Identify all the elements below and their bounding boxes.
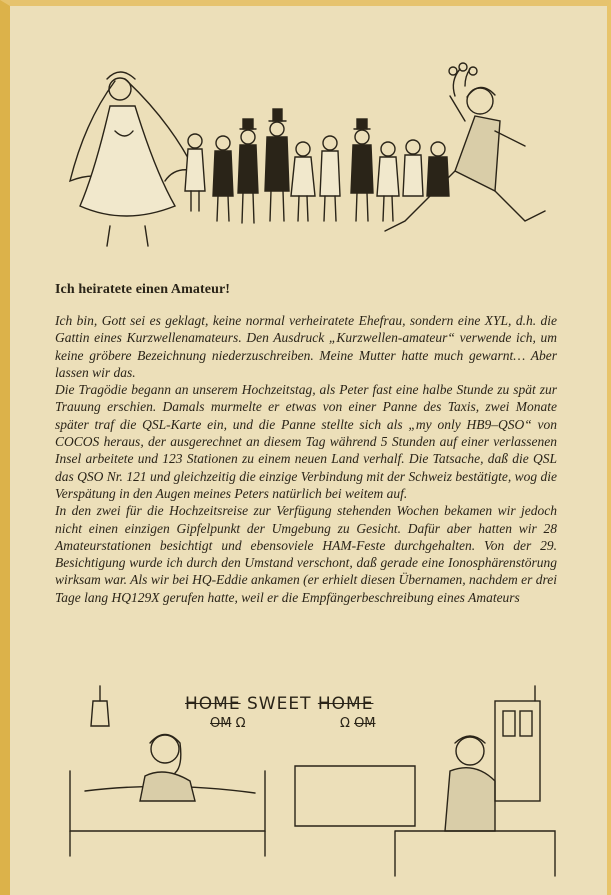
omega-symbol-2: Ω bbox=[340, 716, 350, 731]
omega-symbol-1: Ω bbox=[235, 716, 246, 731]
om-label-1 bbox=[210, 716, 246, 731]
home-word-1: HOME bbox=[185, 694, 241, 714]
wedding-cartoon-illustration bbox=[55, 61, 555, 261]
article-body bbox=[55, 312, 557, 606]
paragraph-3: In den zwei für die Hochzeitsreise zur Verfügung stehenden Wochen bekamen wir jedoch nicht einen einzigen Gipfelpunkt der Umgebung zu Gesicht. Dafür aber hatten wir 28 Amateurstationen besichtigt und ebensoviele HAM-Feste durchgehalten. Von der 29. Besichtigung wurde ich durch den Umstand verschont, daß gerade eine Ionosphärenstörung wirksam war. Als wir bei HQ-Eddie ankamen (er erhielt diesen Übernamen, nachdem er drei Tage lang HQ129X gerufen hatte, weil er die Empfängerbeschreibung eines Amateurs bbox=[55, 503, 557, 605]
article-heading: Ich heiratete einen Amateur! bbox=[55, 282, 231, 297]
om-word-1: OM bbox=[210, 716, 232, 731]
home-word-2: HOME bbox=[317, 694, 374, 714]
paragraph-2: Die Tragödie begann an unserem Hochzeitstag, als Peter fast eine halbe Stunde zu spät zur Trauung erschien. Damals murmelte er etwas von einer Panne des Taxis, zwei Monate später traf die QSL-Karte ein, und die Panne stellte sich als „my only HB9–QSO“ von COCOS heraus, der ausgerechnet an diesem Tag während 5 Stunden auf einer verlassenen Insel arbeitete und 123 Stationen zu einem neuen Land verhalf. Die Tatsache, daß die QSL das QSO Nr. 121 und gleichzeitig die einzige Verbindung mit der Schweiz bestätigte, wog die Verspätung in den Augen meines Peters natürlich bei weitem auf. bbox=[55, 382, 557, 501]
om-label-2 bbox=[340, 716, 376, 731]
om-word-2: OM bbox=[354, 716, 376, 731]
home-sweet-home-caption bbox=[185, 694, 373, 714]
sweet-word: SWEET bbox=[246, 694, 312, 714]
paragraph-1: Ich bin, Gott sei es geklagt, keine normal verheiratete Ehefrau, sondern eine XYL, d.h. die Gattin eines Kurzwellenamateurs. Den Ausdruck „Kurzwellen-amateur“ verwende ich, um keine gröbere Bezeichnung niederzuschreiben. Meine Mutter hatte much gewarnt… Aber lassen wir das. bbox=[55, 313, 557, 380]
